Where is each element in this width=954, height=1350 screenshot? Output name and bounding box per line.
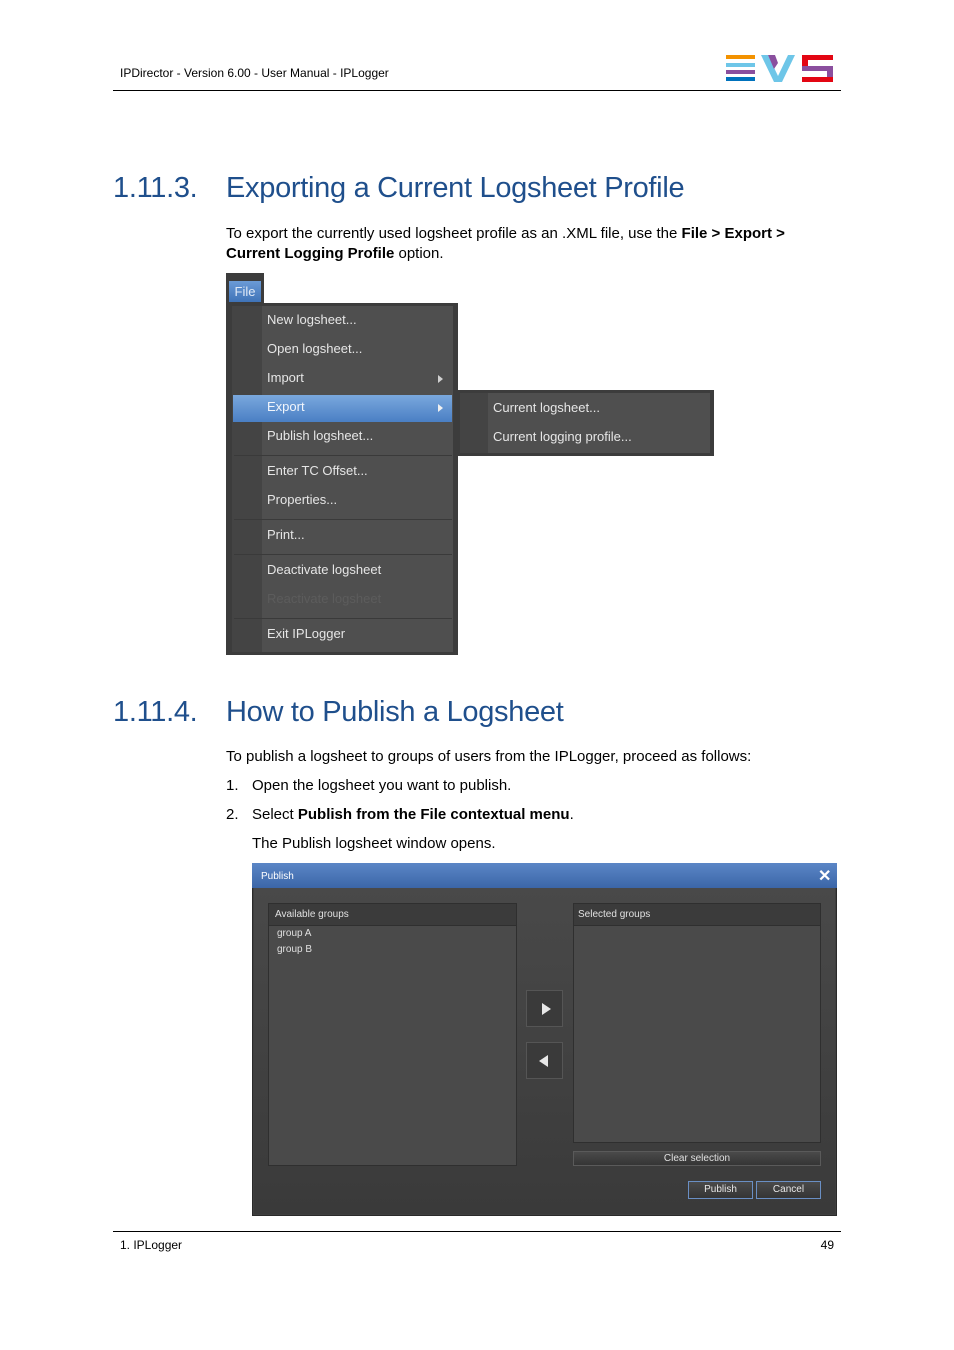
submenu-item-current-logging-profile[interactable]: Current logging profile... — [493, 429, 632, 444]
header-divider — [113, 90, 841, 91]
section-intro: To publish a logsheet to groups of users from the IPLogger, proceed as follows: — [226, 748, 752, 765]
menu-item-new-logsheet[interactable]: New logsheet... — [267, 312, 357, 327]
step-number: 2. — [226, 806, 239, 823]
step-text: Select Publish from the File contextual menu. — [252, 806, 574, 823]
menu-item-properties[interactable]: Properties... — [267, 492, 338, 507]
menu-separator — [234, 618, 452, 619]
arrow-right-icon — [542, 1003, 551, 1015]
dialog-title-bar — [252, 863, 837, 888]
footer-chapter: 1. IPLogger — [120, 1238, 183, 1252]
submenu-arrow-icon — [438, 375, 443, 383]
menu-separator — [234, 554, 452, 555]
file-menu-button[interactable]: File — [229, 281, 261, 302]
menu-separator — [234, 455, 452, 456]
menu-item-open-logsheet[interactable]: Open logsheet... — [267, 341, 363, 356]
menu-item-enter-tc-offset[interactable]: Enter TC Offset... — [267, 463, 368, 478]
available-groups-header: Available groups — [275, 909, 349, 920]
add-to-selected-button[interactable] — [526, 990, 563, 1027]
step-text: Open the logsheet you want to publish. — [252, 777, 512, 794]
list-item-group[interactable]: group A — [277, 928, 312, 939]
menu-item-import[interactable]: Import — [267, 370, 304, 385]
section-number: 1.11.4. — [113, 696, 198, 728]
publish-button[interactable]: Publish — [688, 1181, 753, 1199]
cancel-button[interactable]: Cancel — [756, 1181, 821, 1199]
arrow-left-icon — [539, 1055, 548, 1067]
menu-highlight — [233, 395, 452, 422]
header-title: IPDirector - Version 6.00 - User Manual - IPLogger — [120, 66, 389, 80]
footer-divider — [113, 1231, 841, 1232]
menu-icon-gutter — [232, 306, 262, 652]
clear-selection-button[interactable]: Clear selection — [573, 1151, 821, 1166]
step-result: The Publish logsheet window opens. — [252, 835, 496, 852]
menu-item-exit-iplogger[interactable]: Exit IPLogger — [267, 626, 346, 641]
available-groups-list[interactable] — [268, 903, 517, 1166]
submenu-item-current-logsheet[interactable]: Current logsheet... — [493, 400, 600, 415]
page-number: 49 — [820, 1238, 834, 1252]
menu-separator — [234, 519, 452, 520]
selected-groups-header: Selected groups — [578, 909, 651, 920]
step-number: 1. — [226, 777, 239, 794]
menu-item-export[interactable]: Export — [267, 399, 305, 414]
close-icon[interactable]: ✕ — [818, 868, 832, 885]
remove-from-selected-button[interactable] — [526, 1042, 563, 1079]
menu-item-print[interactable]: Print... — [267, 527, 305, 542]
menu-item-publish-logsheet[interactable]: Publish logsheet... — [267, 428, 374, 443]
evs-logo — [726, 55, 834, 82]
submenu-icon-gutter — [460, 393, 488, 453]
list-item-group[interactable]: group B — [277, 944, 313, 955]
selected-groups-list[interactable] — [573, 903, 821, 1143]
section-number: 1.11.3. — [113, 172, 198, 204]
dialog-title: Publish — [261, 871, 294, 882]
section-title: Exporting a Current Logsheet Profile — [226, 172, 685, 204]
menu-item-deactivate-logsheet[interactable]: Deactivate logsheet — [267, 562, 382, 577]
submenu-arrow-icon — [438, 404, 443, 412]
section-intro: To export the currently used logsheet profile as an .XML file, use the File > Export > Current Logging Profile option. — [226, 225, 785, 262]
section-title: How to Publish a Logsheet — [226, 696, 564, 728]
menu-item-reactivate-logsheet: Reactivate logsheet — [267, 591, 382, 606]
